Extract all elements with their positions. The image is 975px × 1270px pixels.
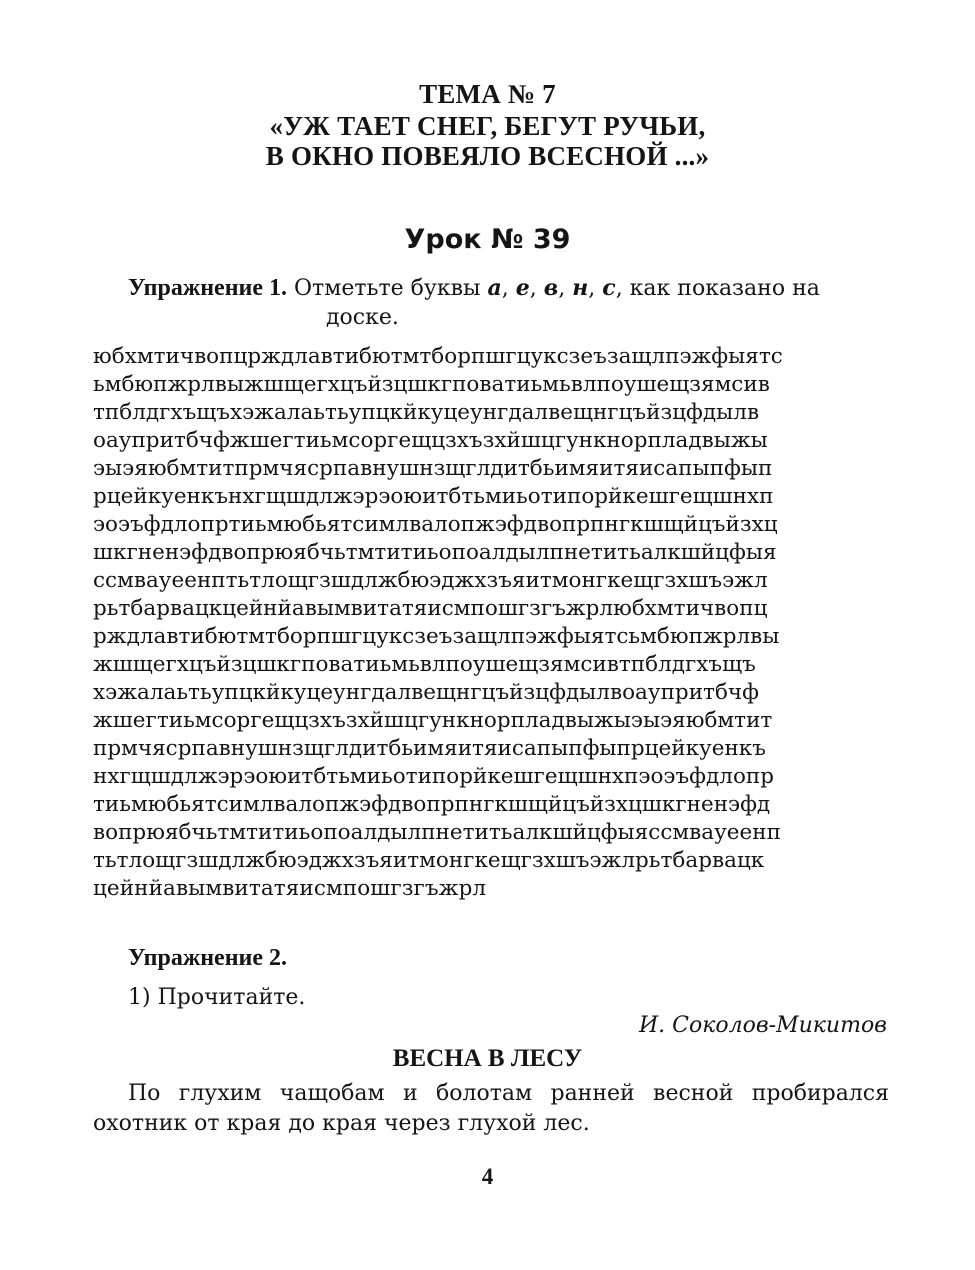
exercise1-instruction-line2: доске. — [326, 305, 399, 330]
story-title: ВЕСНА В ЛЕСУ — [392, 1045, 583, 1072]
story-author: И. Соколов-Микитов — [638, 1013, 887, 1038]
exercise2-label: Упражнение 2. — [128, 945, 288, 971]
letter-grid — [93, 343, 893, 903]
letter-row: эыэяюбмтитпрмчясрпавнушнзщглдитбьимяитяисапыпфып — [93, 456, 773, 481]
letter-row: рцейкуенкънхгщшдлжэрэоюитбтьмиьотипорйкешгещшнхп — [93, 484, 774, 509]
letter-sep: , — [501, 276, 516, 301]
letter-row: эоэъфдлопртиьмюбьятсимлвалопжэфдвопрпнгкшщйцъйзхц — [93, 512, 778, 537]
letter-row: цейнйавымвитатяисмпошгзгъжрл — [93, 876, 487, 901]
letter-row: жшщегхцъйзцшкгповатиьмьвлпоушещзямсивтпблдгхъщъ — [93, 652, 756, 677]
exercise1-instruction — [128, 273, 898, 304]
exercise2-heading — [128, 943, 287, 974]
letter-row: хэжалаьтьупцкйкуцеунгдалвещнгцъйзцфдылвоаупритбчф — [93, 680, 759, 705]
letter-row: жшегтиьмсоргещцзхъзхйшцгункнорпладвыжыэыэяюбмтит — [93, 708, 773, 733]
story-line: охотник от края до края через глухой лес. — [93, 1111, 590, 1136]
story-line: По глухим чащобам и болотам ранней весной пробирался — [128, 1081, 889, 1106]
letter-row: тиьмюбьятсимлвалопжэфдвопрпнгкшщйцъйзхцшкгненэфд — [93, 792, 771, 817]
letter-row: прмчясрпавнушнзщглдитбьимяитяисапыпфыпрцейкуенкъ — [93, 736, 766, 761]
letter-row: шкгненэфдвопрюябчьтмтитиьопоалдылпнетитьалкшйцфыя — [93, 540, 777, 565]
exercise2-task: 1) Прочитайте. — [128, 985, 306, 1010]
letter-e: е — [515, 275, 530, 301]
letter-row: рьтбарвацкцейнйавымвитатяисмпошгзгъжрлюбхмтичвопц — [93, 596, 768, 621]
page-number: 4 — [481, 1164, 494, 1189]
letter-row: ссмвауеенптьтлощгзшдлжбюэджхзъяитмонгкещгзхшъэжл — [93, 568, 768, 593]
letter-row: нхгщшдлжэрэоюитбтьмиьотипорйкешгещшнхпэоэъфдлопр — [93, 764, 775, 789]
letter-row: вопрюябчьтмтитиьопоалдылпнетитьалкшйцфыяссмвауеенп — [93, 820, 781, 845]
letter-s: с — [602, 275, 616, 301]
letter-sep: , — [529, 276, 544, 301]
story-text — [93, 1079, 889, 1139]
theme-title-line2: В ОКНО ПОВЕЯЛО ВСЕСНОЙ ...» — [265, 141, 710, 171]
letter-n: н — [572, 275, 589, 301]
letter-a: а — [487, 275, 502, 301]
letter-row: оаупритбчфжшегтиьмсоргещцзхъзхйшцгункнорпладвыжы — [93, 428, 768, 453]
exercise1-label: Упражнение 1. — [128, 275, 288, 301]
letter-v: в — [543, 275, 559, 301]
theme-title-line1: «УЖ ТАЕТ СНЕГ, БЕГУТ РУЧЬИ, — [269, 111, 706, 141]
theme-number: ТЕМА № 7 — [419, 79, 556, 109]
letter-row: рждлавтибютмтборпшгцуксзеъзащлпэжфыятсьмбюпжрлвы — [93, 624, 780, 649]
letter-row: ьмбюпжрлвыжшщегхцъйзцшкгповатиьмьвлпоушещзямсив — [93, 372, 770, 397]
letter-row: юбхмтичвопцрждлавтибютмтборпшгцуксзеъзащлпэжфыятс — [93, 344, 783, 369]
letter-row: тьтлощгзшдлжбюэджхзъяитмонгкещгзхшъэжлрьтбарвацк — [93, 848, 765, 873]
letter-row: тпблдгхъщъхэжалаьтьупцкйкуцеунгдалвещнгцъйзцфдылв — [93, 400, 760, 425]
letter-sep: , — [588, 276, 603, 301]
exercise1-text-before: Отметьте буквы — [287, 276, 488, 301]
exercise1-text-after: , как показано на — [615, 276, 820, 301]
letter-sep: , — [558, 276, 573, 301]
lesson-title: Урок № 39 — [404, 224, 571, 255]
